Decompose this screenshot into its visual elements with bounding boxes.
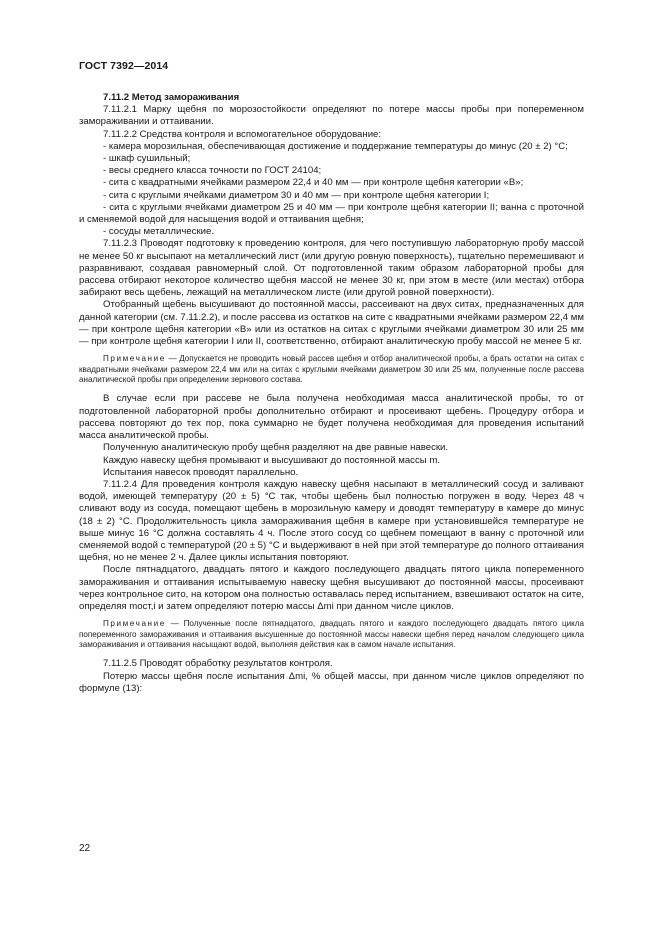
paragraph: 7.11.2.4 Для проведения контроля каждую навеску щебня насыпают в металлический сосуд и заливают водой, имеющей температуру (20 ± 5) °С так, чтобы щебень был полностью погружен в воду. Через 48 ч сливают воду из сосуда, помещают щебень в морозильную камеру и доводят температуру в камере до минус (18 ± 2) °С. Продолжительность цикла замораживания щебня в камере при установившейся температуре не выше минус 16 °С должна составлять 4 ч. После этого сосуд со щебнем помещают в ванну с проточной или сменяемой водой с температурой (20 ± 5) °С и выдерживают в ней при этой температуре до полного оттаивания щебня, но не менее 2 ч. Далее циклы испытания повторяют. xyxy=(79,478,584,564)
list-item: - сита с круглыми ячейками диаметром 30 и 40 мм — при контроле щебня категории I; xyxy=(103,189,490,201)
list-item: - весы среднего класса точности по ГОСТ 24104; xyxy=(103,165,322,177)
list-item: - сита с квадратными ячейками размером 22,4 и 40 мм — при контроле щебня категории «В»; xyxy=(103,177,524,189)
list-item: - сита с круглыми ячейками диаметром 25 и 40 мм — при контроле щебня категории II; ванна с проточной и сменяемой водой для насыщения водой и оттаивания щебня; xyxy=(79,201,584,226)
paragraph: 7.11.2.3 Проводят подготовку к проведению контроля, для чего поступившую лабораторную пробу массой не менее 50 кг высыпают на металлический лист (или другую ровную поверхность), тщательно перемешивают и разравнивают, создавая равномерный слой. От подготовленной таким образом лабораторной пробы для рассева отбирают некоторое количество щебня массой не менее 30 кг, при этом в месте (или местах) отбора забирают весь щебень, лежащий на металлическом листе (или другой ровной поверхности). xyxy=(79,238,584,299)
paragraph: Каждую навеску щебня промывают и высушивают до постоянной массы m. xyxy=(103,454,440,466)
list-item: - шкаф сушильный; xyxy=(103,153,191,165)
paragraph: В случае если при рассеве не была получена необходимая масса аналитической пробы, то от подготовленной лабораторной пробы дополнительно отбирают и просеивают щебень. Процедуру отбора и рассева повторяют до тех пор, пока суммарно не будет получена необходимая для проведения испытаний масса аналитической пробы. xyxy=(79,393,584,442)
list-item: - сосуды металлические. xyxy=(103,226,215,238)
paragraph: Полученную аналитическую пробу щебня разделяют на две равные навески. xyxy=(103,442,449,454)
document-body xyxy=(79,92,584,695)
note-text: — Допускается не проводить новый рассев щебня и отбор аналитической пробы, а брать остатки на ситах с квадратными ячейками размером 22,4 мм или на ситах с круглыми ячейками диаметром 30 или 25 мм, полученные после рассева аналитической пробы при определении зернового состава. xyxy=(79,354,584,385)
note-label: Примечание xyxy=(103,354,166,364)
list-item: - камера морозильная, обеспечивающая достижение и поддержание температуры до минус (20 ± 2) °С; xyxy=(103,140,568,152)
paragraph: Отобранный щебень высушивают до постоянной массы, рассеивают на двух ситах, предназначенных для данной категории (см. 7.11.2.2), и после рассева из остатков на сите с квадратными ячейками размером 22,4 мм — при контроле щебня категории «В» или из остатков на ситах с круглыми ячейками диаметром 30 или 25 мм — при контроле щебня категории I или II, соответственно, отбирают аналитическую пробу массой не менее 5 кг. xyxy=(79,299,584,348)
document-header: ГОСТ 7392—2014 xyxy=(79,60,169,72)
section-heading: 7.11.2 Метод замораживания xyxy=(103,92,240,103)
paragraph: 7.11.2.5 Проводят обработку результатов контроля. xyxy=(103,658,333,670)
paragraph: 7.11.2.2 Средства контроля и вспомогательное оборудование: xyxy=(103,128,382,140)
note xyxy=(79,354,584,385)
page-number: 22 xyxy=(79,843,91,854)
paragraph: После пятнадцатого, двадцать пятого и каждого последующего двадцать пятого цикла попеременного замораживания и оттаивания испытываемую навеску щебня высушивают до постоянной массы, просеивают через контрольное сито, на котором она полностью оставалась перед испытанием, взвешивают остаток на сите, определяя mост,i и затем определяют потерю массы Δmi при данном числе циклов. xyxy=(79,564,584,612)
paragraph: Потерю массы щебня после испытания Δmi, % общей массы, при данном числе циклов определяют по формуле (13): xyxy=(79,670,584,694)
note-label: Примечание xyxy=(103,619,166,629)
paragraph: Испытания навесок проводят параллельно. xyxy=(103,466,299,478)
note xyxy=(79,619,584,650)
note-text: — Полученные после пятнадцатого, двадцать пятого и каждого последующего двадцать пятого цикла попеременного замораживания и оттаивания высушенные до постоянной массы навески щебня перед началом следующего цикла замораживания и оттаивания насыщают водой, выполняя действия как в самом начале испытания. xyxy=(79,619,584,649)
paragraph: 7.11.2.1 Марку щебня по морозостойкости определяют по потере массы пробы при попеременном замораживании и оттаивании. xyxy=(79,104,584,128)
